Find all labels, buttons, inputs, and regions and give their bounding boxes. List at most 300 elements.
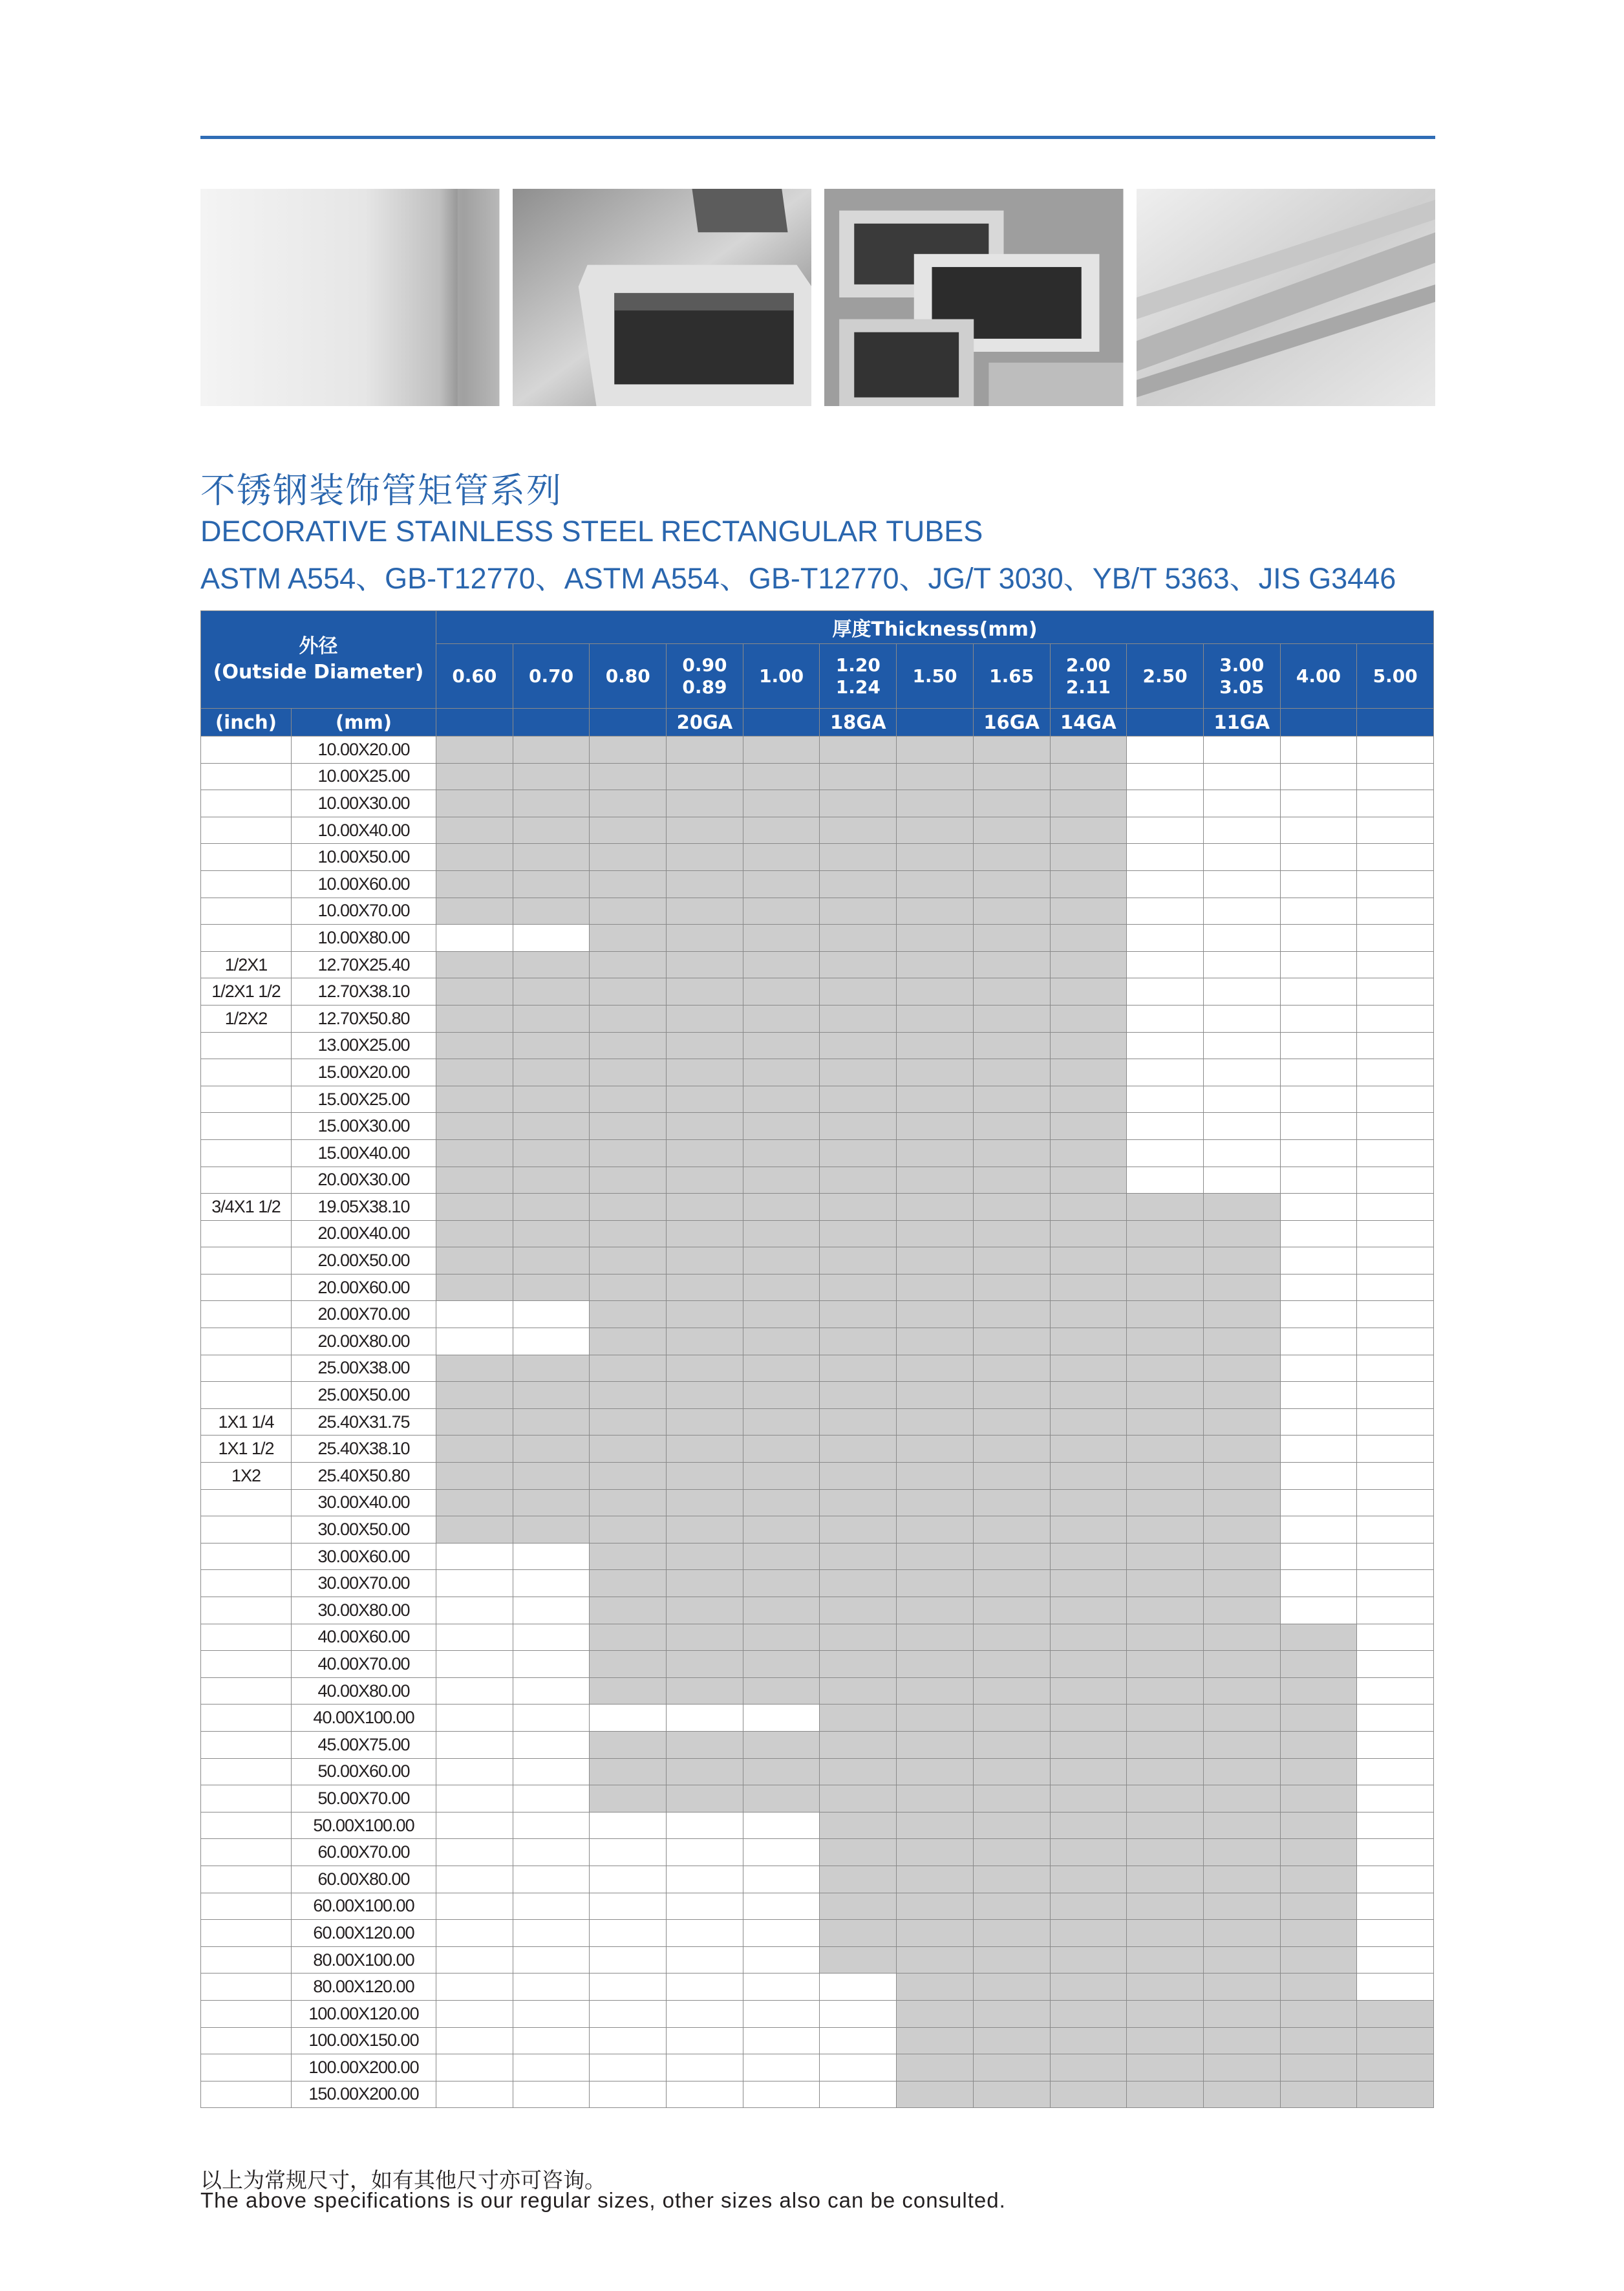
availability-cell-empty bbox=[667, 1812, 743, 1839]
availability-cell-available bbox=[743, 870, 820, 898]
availability-cell-empty bbox=[590, 2027, 667, 2054]
availability-cell-available bbox=[743, 1247, 820, 1275]
availability-cell-available bbox=[743, 1436, 820, 1463]
size-mm-cell: 15.00X25.00 bbox=[292, 1086, 436, 1113]
availability-cell-available bbox=[590, 1597, 667, 1624]
availability-cell-available bbox=[667, 1005, 743, 1032]
availability-cell-empty bbox=[436, 1785, 513, 1812]
availability-cell-empty bbox=[1280, 1274, 1357, 1301]
availability-cell-available bbox=[1280, 1974, 1357, 2001]
availability-cell-available bbox=[1357, 2000, 1434, 2027]
availability-cell-available bbox=[590, 844, 667, 871]
availability-cell-available bbox=[743, 1463, 820, 1490]
availability-cell-empty bbox=[1280, 1086, 1357, 1113]
availability-cell-empty bbox=[1280, 1543, 1357, 1570]
availability-cell-available bbox=[1280, 2000, 1357, 2027]
availability-cell-available bbox=[820, 1920, 897, 1947]
availability-cell-available bbox=[513, 1220, 590, 1247]
size-inch-cell bbox=[201, 898, 292, 925]
availability-cell-available bbox=[513, 1032, 590, 1059]
availability-cell-empty bbox=[1280, 1516, 1357, 1543]
thickness-value: 3.00 bbox=[1219, 654, 1265, 676]
availability-cell-empty bbox=[436, 1597, 513, 1624]
size-mm-cell: 30.00X80.00 bbox=[292, 1597, 436, 1624]
availability-cell-available bbox=[667, 1113, 743, 1140]
availability-cell-empty bbox=[436, 2081, 513, 2108]
thickness-value: 1.00 bbox=[759, 665, 804, 687]
size-inch-cell bbox=[201, 870, 292, 898]
availability-cell-available bbox=[1203, 2027, 1280, 2054]
table-row bbox=[201, 1758, 1434, 1785]
availability-cell-available bbox=[973, 1301, 1050, 1328]
availability-cell-empty bbox=[743, 1920, 820, 1947]
availability-cell-empty bbox=[513, 2000, 590, 2027]
availability-cell-available bbox=[743, 1758, 820, 1785]
availability-cell-available bbox=[897, 898, 974, 925]
availability-cell-available bbox=[1127, 1597, 1204, 1624]
availability-cell-empty bbox=[1203, 898, 1280, 925]
availability-cell-available bbox=[743, 1032, 820, 1059]
availability-cell-empty bbox=[1357, 898, 1434, 925]
gauge-header: 16GA bbox=[973, 709, 1050, 737]
availability-cell-available bbox=[667, 1355, 743, 1382]
size-mm-cell: 19.05X38.10 bbox=[292, 1194, 436, 1221]
availability-cell-available bbox=[436, 763, 513, 790]
availability-cell-empty bbox=[1280, 1220, 1357, 1247]
availability-cell-available bbox=[897, 1059, 974, 1086]
availability-cell-empty bbox=[1280, 1382, 1357, 1409]
availability-cell-available bbox=[667, 763, 743, 790]
availability-cell-available bbox=[897, 2000, 974, 2027]
availability-cell-available bbox=[820, 1812, 897, 1839]
availability-cell-available bbox=[820, 1677, 897, 1705]
availability-cell-available bbox=[820, 1301, 897, 1328]
table-row bbox=[201, 1086, 1434, 1113]
availability-cell-empty bbox=[1357, 1113, 1434, 1140]
availability-cell-available bbox=[820, 1247, 897, 1275]
availability-cell-empty bbox=[1357, 1139, 1434, 1167]
availability-cell-empty bbox=[667, 1839, 743, 1866]
availability-cell-available bbox=[897, 1893, 974, 1920]
unit-mm-header: (mm) bbox=[292, 709, 436, 737]
availability-cell-available bbox=[1127, 1382, 1204, 1409]
availability-cell-empty bbox=[436, 1920, 513, 1947]
table-row bbox=[201, 898, 1434, 925]
availability-cell-available bbox=[1280, 1866, 1357, 1893]
availability-cell-empty bbox=[1357, 1247, 1434, 1275]
availability-cell-empty bbox=[1357, 1731, 1434, 1758]
gauge-header bbox=[897, 709, 974, 737]
gauge-header: 20GA bbox=[667, 709, 743, 737]
availability-cell-available bbox=[590, 951, 667, 978]
availability-cell-available bbox=[667, 1677, 743, 1705]
size-inch-cell bbox=[201, 2081, 292, 2108]
size-mm-cell: 40.00X60.00 bbox=[292, 1624, 436, 1651]
availability-cell-empty bbox=[590, 2081, 667, 2108]
availability-cell-available bbox=[1050, 1570, 1127, 1597]
availability-cell-available bbox=[436, 1355, 513, 1382]
availability-cell-available bbox=[1280, 2027, 1357, 2054]
availability-cell-available bbox=[897, 1436, 974, 1463]
availability-cell-available bbox=[973, 1167, 1050, 1194]
availability-cell-available bbox=[820, 870, 897, 898]
availability-cell-available bbox=[1280, 1651, 1357, 1678]
size-inch-cell bbox=[201, 1785, 292, 1812]
gauge-header: 14GA bbox=[1050, 709, 1127, 737]
availability-cell-available bbox=[820, 1651, 897, 1678]
availability-cell-available bbox=[973, 1839, 1050, 1866]
availability-cell-available bbox=[667, 844, 743, 871]
availability-cell-available bbox=[973, 1113, 1050, 1140]
availability-cell-available bbox=[590, 1543, 667, 1570]
availability-cell-empty bbox=[1203, 870, 1280, 898]
spec-table bbox=[200, 610, 1434, 2108]
availability-cell-available bbox=[897, 1758, 974, 1785]
size-inch-cell bbox=[201, 1274, 292, 1301]
availability-cell-empty bbox=[590, 1893, 667, 1920]
size-mm-cell: 150.00X200.00 bbox=[292, 2081, 436, 2108]
footnote-en: The above specifications is our regular sizes, other sizes also can be consulted. bbox=[200, 2188, 1006, 2212]
availability-cell-available bbox=[973, 2054, 1050, 2081]
availability-cell-available bbox=[820, 1570, 897, 1597]
availability-cell-available bbox=[1203, 1463, 1280, 1490]
size-inch-cell bbox=[201, 1328, 292, 1355]
availability-cell-available bbox=[973, 1408, 1050, 1436]
availability-cell-available bbox=[513, 870, 590, 898]
availability-cell-available bbox=[1050, 1543, 1127, 1570]
availability-cell-available bbox=[590, 1382, 667, 1409]
availability-cell-available bbox=[820, 1758, 897, 1785]
availability-cell-available bbox=[436, 870, 513, 898]
availability-cell-available bbox=[1127, 1220, 1204, 1247]
availability-cell-available bbox=[1203, 1489, 1280, 1516]
availability-cell-available bbox=[743, 1382, 820, 1409]
availability-cell-empty bbox=[743, 1946, 820, 1974]
availability-cell-empty bbox=[590, 1705, 667, 1732]
availability-cell-available bbox=[436, 1463, 513, 1490]
availability-cell-available bbox=[1050, 1597, 1127, 1624]
availability-cell-available bbox=[1050, 1946, 1127, 1974]
size-inch-cell bbox=[201, 2000, 292, 2027]
table-row bbox=[201, 817, 1434, 844]
thickness-value: 1.50 bbox=[912, 665, 957, 687]
availability-cell-available bbox=[973, 925, 1050, 952]
gauge-header bbox=[1357, 709, 1434, 737]
availability-cell-available bbox=[897, 1463, 974, 1490]
size-mm-cell: 20.00X60.00 bbox=[292, 1274, 436, 1301]
thickness-value-alt: 2.11 bbox=[1065, 676, 1111, 698]
availability-cell-empty bbox=[513, 1651, 590, 1678]
availability-cell-available bbox=[973, 1328, 1050, 1355]
availability-cell-available bbox=[513, 817, 590, 844]
availability-cell-available bbox=[1203, 1758, 1280, 1785]
availability-cell-empty bbox=[1280, 925, 1357, 952]
availability-cell-available bbox=[973, 844, 1050, 871]
availability-cell-available bbox=[973, 978, 1050, 1006]
availability-cell-available bbox=[820, 1005, 897, 1032]
availability-cell-empty bbox=[1280, 1408, 1357, 1436]
availability-cell-available bbox=[820, 951, 897, 978]
availability-cell-available bbox=[820, 817, 897, 844]
availability-cell-available bbox=[1050, 1651, 1127, 1678]
availability-cell-available bbox=[820, 1408, 897, 1436]
availability-cell-empty bbox=[513, 1946, 590, 1974]
availability-cell-available bbox=[743, 1570, 820, 1597]
availability-cell-available bbox=[1050, 1032, 1127, 1059]
availability-cell-empty bbox=[1357, 1382, 1434, 1409]
availability-cell-empty bbox=[1357, 1624, 1434, 1651]
availability-cell-available bbox=[590, 978, 667, 1006]
od-label-en: (Outside Diameter) bbox=[213, 661, 424, 683]
availability-cell-empty bbox=[436, 1812, 513, 1839]
availability-cell-available bbox=[1280, 2054, 1357, 2081]
availability-cell-available bbox=[667, 1785, 743, 1812]
availability-cell-available bbox=[1127, 1893, 1204, 1920]
availability-cell-available bbox=[1050, 1974, 1127, 2001]
availability-cell-available bbox=[973, 1005, 1050, 1032]
size-mm-cell: 12.70X50.80 bbox=[292, 1005, 436, 1032]
availability-cell-available bbox=[973, 1570, 1050, 1597]
thickness-header bbox=[1050, 644, 1127, 709]
size-mm-cell: 20.00X40.00 bbox=[292, 1220, 436, 1247]
availability-cell-available bbox=[1203, 1651, 1280, 1678]
availability-cell-available bbox=[1127, 1489, 1204, 1516]
table-row bbox=[201, 1005, 1434, 1032]
table-row bbox=[201, 2054, 1434, 2081]
availability-cell-available bbox=[820, 978, 897, 1006]
availability-cell-empty bbox=[513, 1543, 590, 1570]
availability-cell-empty bbox=[1357, 790, 1434, 817]
availability-cell-empty bbox=[1357, 1974, 1434, 2001]
size-mm-cell: 12.70X38.10 bbox=[292, 978, 436, 1006]
size-mm-cell: 10.00X60.00 bbox=[292, 870, 436, 898]
availability-cell-empty bbox=[1203, 1086, 1280, 1113]
availability-cell-empty bbox=[1357, 1463, 1434, 1490]
availability-cell-available bbox=[513, 1489, 590, 1516]
table-row bbox=[201, 1463, 1434, 1490]
availability-cell-available bbox=[973, 1758, 1050, 1785]
size-mm-cell: 50.00X60.00 bbox=[292, 1758, 436, 1785]
availability-cell-empty bbox=[1357, 1436, 1434, 1463]
availability-cell-empty bbox=[1127, 870, 1204, 898]
size-inch-cell bbox=[201, 1677, 292, 1705]
availability-cell-available bbox=[513, 1274, 590, 1301]
availability-cell-empty bbox=[1357, 1651, 1434, 1678]
gauge-header bbox=[743, 709, 820, 737]
availability-cell-available bbox=[1203, 1570, 1280, 1597]
availability-cell-empty bbox=[743, 1974, 820, 2001]
availability-cell-available bbox=[897, 1651, 974, 1678]
availability-cell-available bbox=[667, 870, 743, 898]
availability-cell-available bbox=[1203, 1705, 1280, 1732]
size-inch-cell: 1/2X1 bbox=[201, 951, 292, 978]
availability-cell-available bbox=[590, 1355, 667, 1382]
availability-cell-empty bbox=[513, 1785, 590, 1812]
availability-cell-available bbox=[590, 1489, 667, 1516]
availability-cell-empty bbox=[1280, 1570, 1357, 1597]
availability-cell-available bbox=[1050, 1355, 1127, 1382]
table-row bbox=[201, 870, 1434, 898]
availability-cell-available bbox=[1050, 1113, 1127, 1140]
availability-cell-empty bbox=[1280, 951, 1357, 978]
od-header bbox=[201, 611, 436, 709]
availability-cell-empty bbox=[1357, 1274, 1434, 1301]
availability-cell-available bbox=[513, 790, 590, 817]
availability-cell-empty bbox=[1203, 1167, 1280, 1194]
table-row bbox=[201, 1355, 1434, 1382]
availability-cell-available bbox=[1127, 1301, 1204, 1328]
availability-cell-available bbox=[743, 951, 820, 978]
availability-cell-available bbox=[897, 844, 974, 871]
availability-cell-empty bbox=[820, 2000, 897, 2027]
availability-cell-available bbox=[1357, 2027, 1434, 2054]
availability-cell-available bbox=[743, 1624, 820, 1651]
availability-cell-empty bbox=[1357, 844, 1434, 871]
availability-cell-empty bbox=[590, 2000, 667, 2027]
availability-cell-available bbox=[1050, 1758, 1127, 1785]
availability-cell-available bbox=[1050, 1624, 1127, 1651]
availability-cell-available bbox=[897, 1247, 974, 1275]
table-row bbox=[201, 1812, 1434, 1839]
page-title-cn: 不锈钢装饰管矩管系列 bbox=[200, 470, 562, 511]
thickness-header bbox=[743, 644, 820, 709]
availability-cell-available bbox=[667, 737, 743, 764]
availability-cell-available bbox=[667, 1059, 743, 1086]
size-inch-cell bbox=[201, 763, 292, 790]
availability-cell-available bbox=[973, 2000, 1050, 2027]
availability-cell-empty bbox=[590, 1920, 667, 1947]
availability-cell-available bbox=[667, 1382, 743, 1409]
availability-cell-available bbox=[743, 790, 820, 817]
availability-cell-available bbox=[1127, 1946, 1204, 1974]
availability-cell-available bbox=[1127, 1624, 1204, 1651]
availability-cell-available bbox=[1203, 1785, 1280, 1812]
availability-cell-available bbox=[820, 1785, 897, 1812]
availability-cell-available bbox=[1203, 1946, 1280, 1974]
availability-cell-available bbox=[667, 1489, 743, 1516]
size-mm-cell: 10.00X40.00 bbox=[292, 817, 436, 844]
size-mm-cell: 10.00X30.00 bbox=[292, 790, 436, 817]
size-mm-cell: 60.00X120.00 bbox=[292, 1920, 436, 1947]
availability-cell-available bbox=[743, 1328, 820, 1355]
thickness-value: 2.50 bbox=[1142, 665, 1188, 687]
availability-cell-available bbox=[436, 1167, 513, 1194]
availability-cell-available bbox=[1127, 1516, 1204, 1543]
table-row bbox=[201, 1624, 1434, 1651]
availability-cell-available bbox=[513, 1463, 590, 1490]
availability-cell-available bbox=[667, 1194, 743, 1221]
availability-cell-empty bbox=[1280, 844, 1357, 871]
availability-cell-empty bbox=[436, 1974, 513, 2001]
availability-cell-available bbox=[513, 1086, 590, 1113]
availability-cell-available bbox=[743, 925, 820, 952]
availability-cell-available bbox=[743, 978, 820, 1006]
availability-cell-available bbox=[1050, 1408, 1127, 1436]
availability-cell-empty bbox=[1280, 1355, 1357, 1382]
size-inch-cell bbox=[201, 1113, 292, 1140]
table-row bbox=[201, 1274, 1434, 1301]
thickness-header bbox=[513, 644, 590, 709]
availability-cell-empty bbox=[513, 1866, 590, 1893]
availability-cell-empty bbox=[820, 1974, 897, 2001]
size-mm-cell: 15.00X40.00 bbox=[292, 1139, 436, 1167]
availability-cell-available bbox=[973, 1866, 1050, 1893]
size-inch-cell: 3/4X1 1/2 bbox=[201, 1194, 292, 1221]
availability-cell-available bbox=[897, 2081, 974, 2108]
availability-cell-empty bbox=[1357, 1570, 1434, 1597]
availability-cell-available bbox=[590, 1247, 667, 1275]
availability-cell-available bbox=[513, 1355, 590, 1382]
availability-cell-available bbox=[590, 1086, 667, 1113]
availability-cell-available bbox=[897, 1974, 974, 2001]
availability-cell-available bbox=[973, 1543, 1050, 1570]
availability-cell-available bbox=[1127, 2081, 1204, 2108]
availability-cell-empty bbox=[590, 1812, 667, 1839]
availability-cell-empty bbox=[743, 2054, 820, 2081]
availability-cell-available bbox=[436, 1382, 513, 1409]
size-inch-cell bbox=[201, 1974, 292, 2001]
availability-cell-available bbox=[1280, 1893, 1357, 1920]
availability-cell-available bbox=[436, 1005, 513, 1032]
availability-cell-available bbox=[897, 1516, 974, 1543]
availability-cell-available bbox=[1203, 1274, 1280, 1301]
availability-cell-available bbox=[590, 898, 667, 925]
thickness-header bbox=[1357, 644, 1434, 709]
availability-cell-empty bbox=[1357, 1408, 1434, 1436]
availability-cell-available bbox=[743, 1194, 820, 1221]
availability-cell-available bbox=[820, 1597, 897, 1624]
availability-cell-empty bbox=[1357, 1194, 1434, 1221]
availability-cell-available bbox=[1203, 1839, 1280, 1866]
availability-cell-available bbox=[1050, 2000, 1127, 2027]
availability-cell-available bbox=[743, 1139, 820, 1167]
availability-cell-available bbox=[1050, 1785, 1127, 1812]
availability-cell-empty bbox=[436, 1543, 513, 1570]
availability-cell-available bbox=[513, 844, 590, 871]
size-mm-cell: 10.00X80.00 bbox=[292, 925, 436, 952]
availability-cell-empty bbox=[667, 2081, 743, 2108]
thickness-value: 4.00 bbox=[1296, 665, 1341, 687]
availability-cell-empty bbox=[667, 1974, 743, 2001]
availability-cell-available bbox=[743, 1301, 820, 1328]
availability-cell-available bbox=[973, 1382, 1050, 1409]
availability-cell-empty bbox=[1280, 737, 1357, 764]
gauge-header bbox=[513, 709, 590, 737]
availability-cell-available bbox=[1203, 1624, 1280, 1651]
availability-cell-available bbox=[1203, 1328, 1280, 1355]
size-inch-cell bbox=[201, 1167, 292, 1194]
availability-cell-empty bbox=[743, 1705, 820, 1732]
size-mm-cell: 100.00X150.00 bbox=[292, 2027, 436, 2054]
availability-cell-available bbox=[897, 1946, 974, 1974]
availability-cell-available bbox=[743, 844, 820, 871]
availability-cell-empty bbox=[1280, 1247, 1357, 1275]
table-row bbox=[201, 925, 1434, 952]
availability-cell-available bbox=[590, 1651, 667, 1678]
availability-cell-available bbox=[1050, 2054, 1127, 2081]
availability-cell-empty bbox=[743, 1812, 820, 1839]
size-inch-cell bbox=[201, 1059, 292, 1086]
availability-cell-available bbox=[1050, 2027, 1127, 2054]
availability-cell-available bbox=[1203, 1301, 1280, 1328]
availability-cell-available bbox=[743, 898, 820, 925]
availability-cell-available bbox=[820, 1355, 897, 1382]
size-inch-cell: 1X1 1/2 bbox=[201, 1436, 292, 1463]
availability-cell-empty bbox=[513, 1812, 590, 1839]
availability-cell-available bbox=[1127, 2000, 1204, 2027]
availability-cell-available bbox=[820, 737, 897, 764]
availability-cell-available bbox=[590, 1194, 667, 1221]
